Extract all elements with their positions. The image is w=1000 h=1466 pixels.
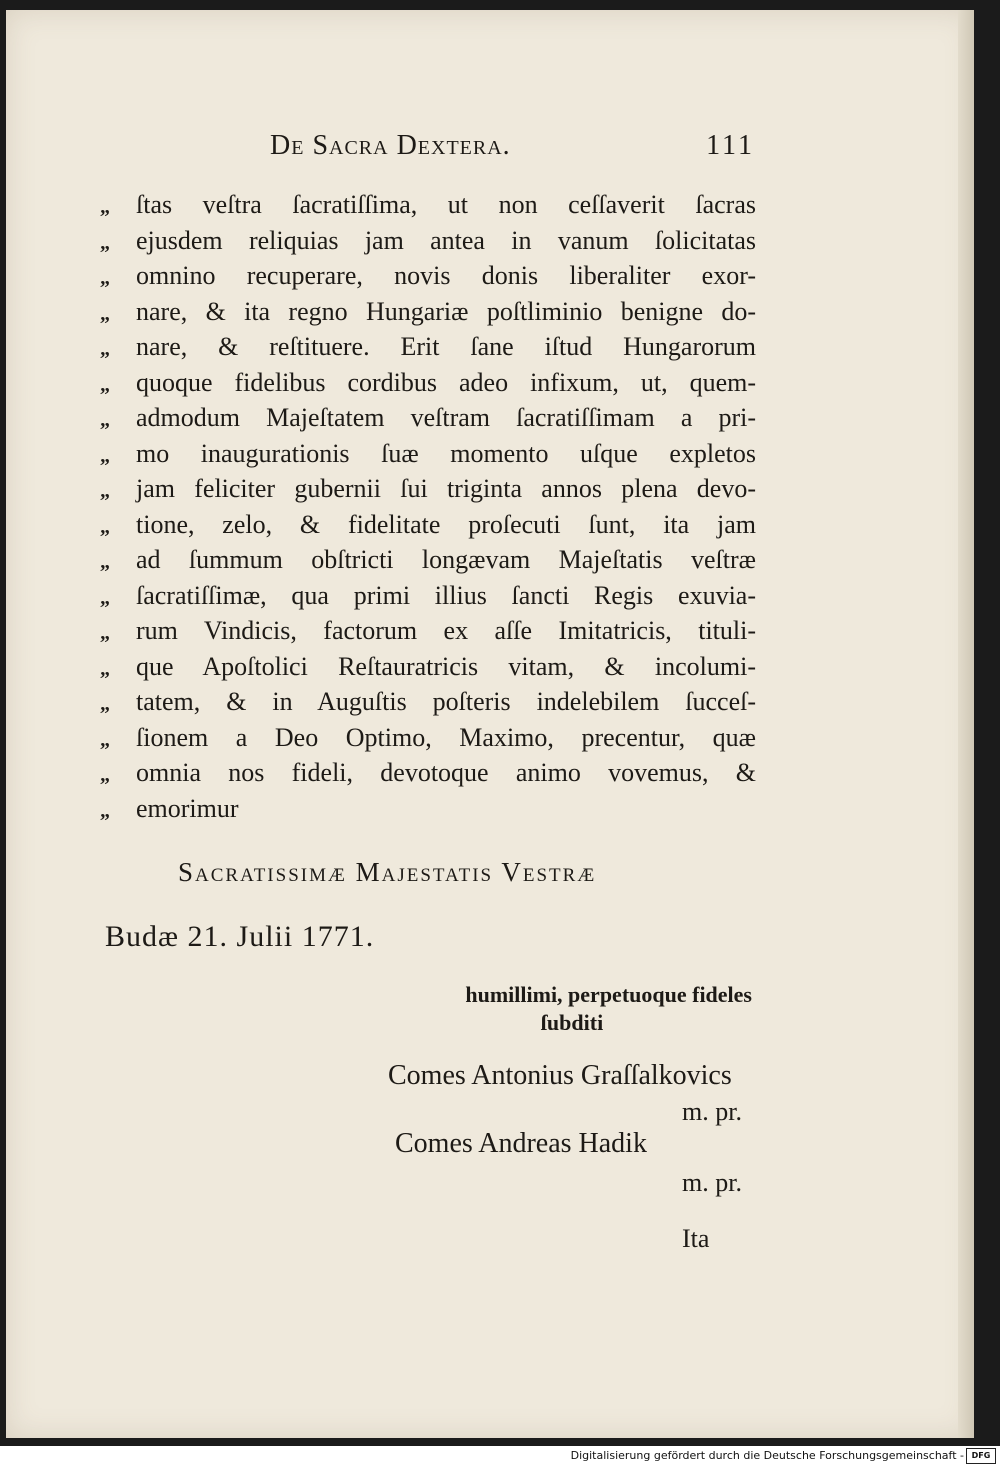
quote-mark: „ — [100, 409, 110, 431]
line-text: ſacratiſſimæ, qua primi illius ſancti Regis exuvia- — [136, 580, 756, 610]
line-text: ejusdem reliquias jam antea in vanum ſolicitatas — [136, 225, 756, 255]
quote-mark: „ — [100, 657, 110, 680]
line-text: que Apoſtolici Reſtauratricis vitam, & incolumi- — [136, 651, 756, 681]
text-line — [100, 613, 756, 649]
text-line — [100, 542, 756, 578]
dfg-logo: DFG — [966, 1448, 996, 1464]
salutation: Sacratissimæ Majestatis Vestræ — [178, 857, 597, 887]
text-line — [100, 507, 756, 543]
quote-mark: „ — [100, 728, 110, 751]
quote-mark: „ — [100, 373, 110, 396]
quote-mark: „ — [100, 231, 110, 254]
closing-line-2: ſubditi — [540, 1010, 604, 1035]
quote-mark: „ — [100, 764, 110, 786]
quote-mark: „ — [100, 586, 110, 609]
quote-mark: „ — [100, 302, 110, 325]
quote-mark: „ — [100, 444, 110, 467]
quote-mark: „ — [100, 196, 110, 218]
digitization-credit: Digitalisierung gefördert durch die Deutsche Forschungsgemeinschaft - — [570, 1449, 964, 1462]
page-number: 111 — [706, 130, 755, 161]
text-line — [100, 258, 756, 294]
text-line — [100, 187, 756, 223]
line-text: omnia nos fideli, devotoque animo vovemus, & — [136, 758, 756, 787]
text-line — [100, 791, 756, 827]
text-line — [100, 294, 756, 330]
line-text: nare, & ita regno Hungariæ poſtliminio benigne do- — [136, 296, 756, 326]
quote-mark: „ — [100, 693, 110, 715]
text-line — [100, 436, 756, 472]
text-line — [100, 471, 756, 507]
quote-mark: „ — [100, 799, 110, 822]
place-date: Budæ 21. Julii 1771. — [105, 920, 375, 953]
text-line — [100, 684, 756, 720]
quote-mark: „ — [100, 551, 110, 573]
text-line — [100, 578, 756, 614]
line-text: tione, zelo, & fidelitate proſecuti ſunt, ita jam — [136, 509, 756, 539]
quote-mark: „ — [100, 480, 110, 502]
closing-formula — [392, 982, 752, 1036]
text-line — [100, 365, 756, 401]
signature-name: Comes Andreas Hadik — [395, 1128, 647, 1159]
text-line — [100, 223, 756, 259]
line-text: jam feliciter gubernii ſui triginta annos plena devo- — [136, 474, 756, 503]
text-line — [100, 400, 756, 436]
signature-suffix: m. pr. — [682, 1168, 742, 1197]
line-text: rum Vindicis, factorum ex aſſe Imitatricis, tituli- — [136, 616, 756, 645]
running-head — [90, 128, 755, 168]
line-text: ad ſummum obſtricti longævam Majeſtatis veſtræ — [136, 545, 756, 574]
running-title: De Sacra Dextera. — [270, 130, 511, 161]
line-text: ſtas veſtra ſacratiſſima, ut non ceſſaverit ſacras — [136, 190, 756, 219]
line-text: tatem, & in Auguſtis poſteris indelebilem ſucceſ- — [136, 687, 756, 716]
line-text: nare, & reſtituere. Erit ſane iſtud Hungarorum — [136, 332, 756, 361]
quote-mark: „ — [100, 622, 110, 644]
quote-mark: „ — [100, 338, 110, 360]
catchword: Ita — [682, 1224, 710, 1253]
text-line — [100, 649, 756, 685]
text-line — [100, 720, 756, 756]
quote-mark: „ — [100, 267, 110, 289]
line-text: omnino recuperare, novis donis liberaliter exor- — [136, 261, 756, 290]
text-line — [100, 755, 756, 791]
line-text: emorimur — [136, 793, 239, 823]
page-edge — [958, 10, 974, 1438]
signature-name: Comes Antonius Graſſalkovics — [388, 1060, 732, 1091]
quote-mark: „ — [100, 515, 110, 538]
line-text: quoque fidelibus cordibus adeo infixum, ut, quem- — [136, 367, 756, 397]
line-text: admodum Majeſtatem veſtram ſacratiſſimam a pri- — [136, 403, 756, 432]
body-text — [100, 187, 756, 826]
line-text: ſionem a Deo Optimo, Maximo, precentur, quæ — [136, 722, 756, 752]
closing-line-1: humillimi, perpetuoque fideles — [465, 982, 752, 1007]
line-text: mo inaugurationis ſuæ momento uſque expletos — [136, 438, 756, 468]
signature-suffix: m. pr. — [682, 1097, 742, 1126]
text-line — [100, 329, 756, 365]
